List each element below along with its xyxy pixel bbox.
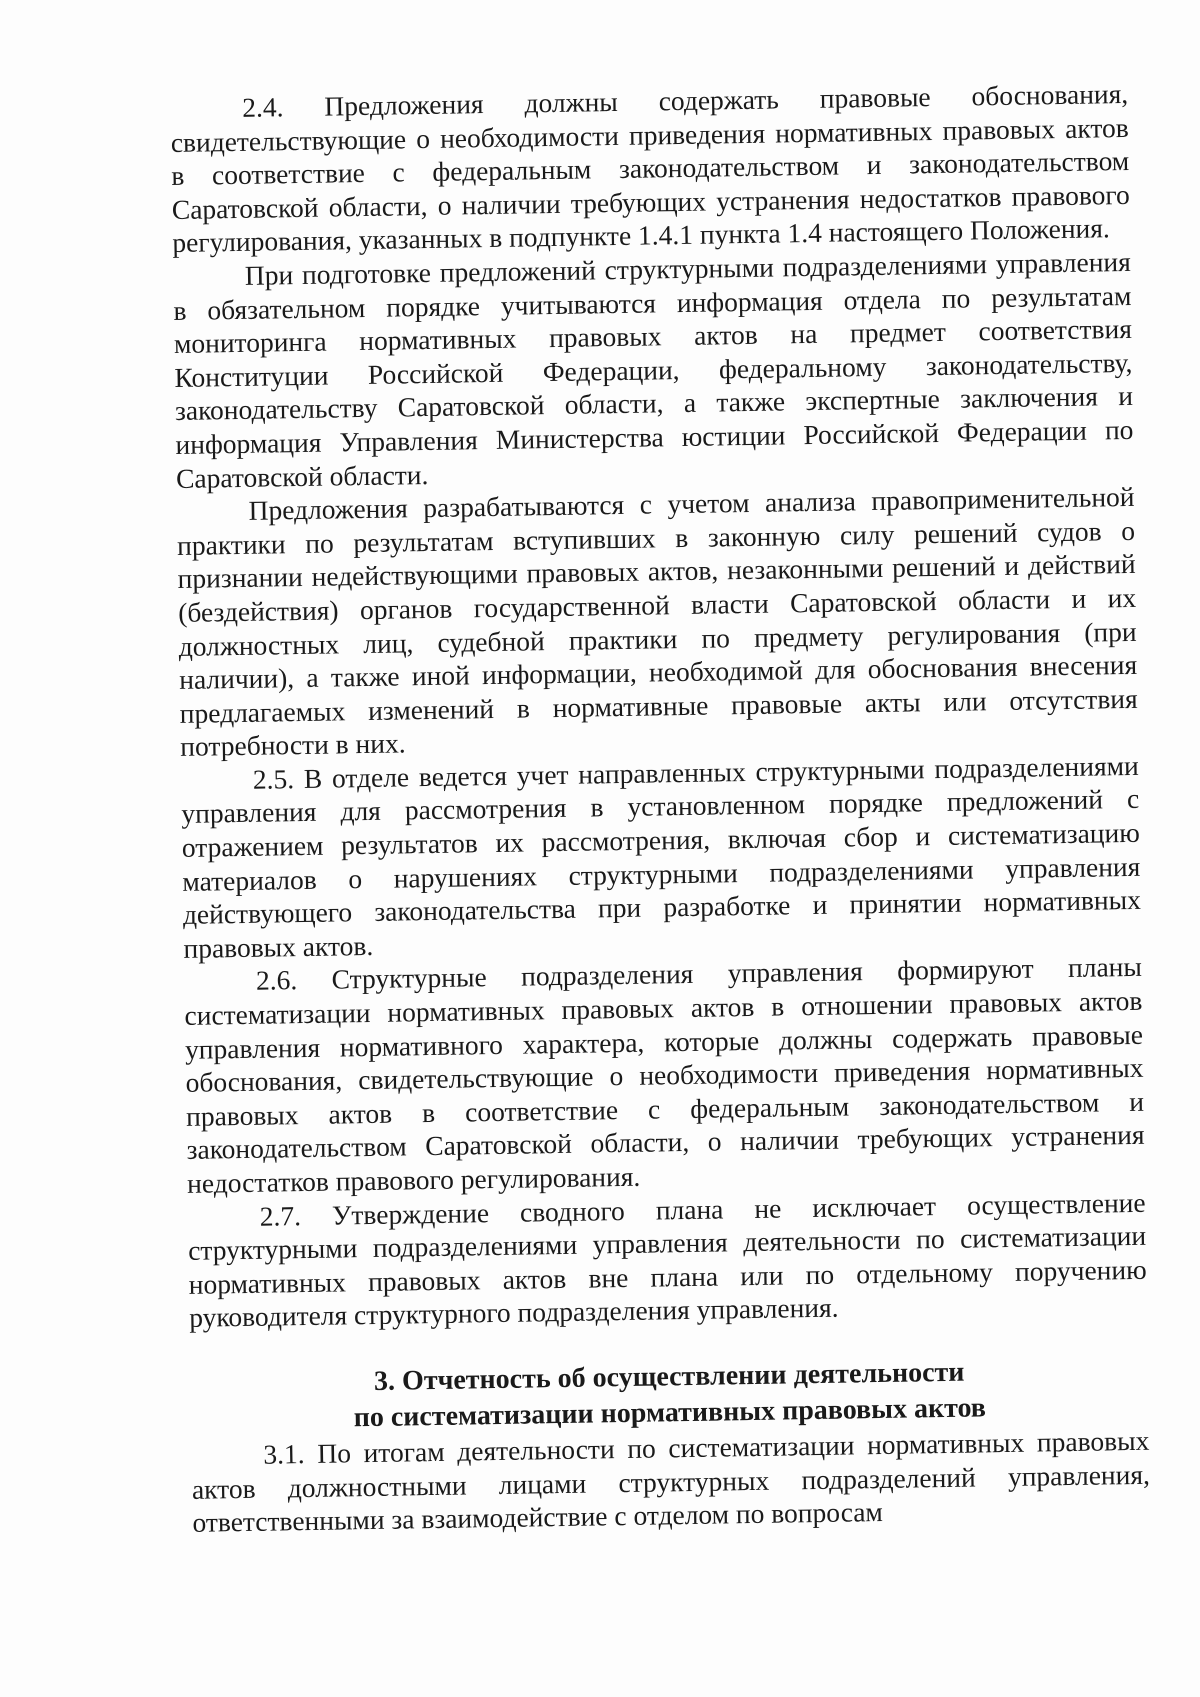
paragraph-analysis: Предложения разрабатываются с учетом анализа правоприменительной практики по результатам вступивших в законную силу решений судов о признании недействующими правовых актов, незаконными решений и действий (бездействия) органов государственной власти Саратовской области и их должностных лиц, судебной практики по предмету регулирования (при наличии), а также иной информации, необходимой для обоснования внесения предлагаемых изменений в нормативные правовые акты или отсутствия потребности в них. bbox=[176, 481, 1138, 763]
paragraph-2-4: 2.4. Предложения должны содержать правовые обоснования, свидетельствующие о необходимости приведения нормативных правовых актов в соответствие с федеральным законодательством и законодательством Саратовской области, о наличии требующих устранения недостатков правового регулирования, указанных в подпункте 1.4.1 пункта 1.4 настоящего Положения. bbox=[170, 77, 1130, 259]
paragraph-preparation: При подготовке предложений структурными подразделениями управления в обязательном порядке учитываются информация отдела по результатам мониторинга нормативных правовых актов на предмет соответствия Конституции Российской Федерации, федеральному законодательству, законодательству Саратовской области, а также экспертные заключения и информация Управления Министерства юстиции Российской Федерации по Саратовской области. bbox=[173, 245, 1134, 494]
document-body bbox=[170, 77, 1151, 1540]
paragraph-3-1: 3.1. По итогам деятельности по систематизации нормативных правовых актов должностными лицами структурных подразделений управления, ответственными за взаимодействие с отделом по вопросам bbox=[191, 1424, 1151, 1538]
paragraph-2-5: 2.5. В отделе ведется учет направленных структурными подразделениями управления для рассмотрения в установленном порядке предложений с отражением результатов их рассмотрения, включая сбор и систематизацию материалов о нарушениях структурными подразделениями управления действующего законодательства при разработке и принятии нормативных правовых актов. bbox=[181, 749, 1142, 964]
paragraph-2-7: 2.7. Утверждение сводного плана не исключает осуществление структурными подразделениями управления деятельности по систематизации нормативных правовых актов вне плана или по отдельному поручению руководителя структурного подразделения управления. bbox=[187, 1186, 1147, 1334]
paragraph-2-6: 2.6. Структурные подразделения управления формируют планы систематизации нормативных правовых актов в отношении правовых актов управления нормативного характера, которые должны содержать правовые обоснования, свидетельствующие о необходимости приведения нормативных правовых актов в соответствие с федеральным законодательством и законодательством Саратовской области, о наличии требующих устранения недостатков правового регулирования. bbox=[184, 951, 1145, 1199]
heading-line-2: по систематизации нормативных правовых актов bbox=[353, 1392, 987, 1434]
heading-line-1: 3. Отчетность об осуществлении деятельности bbox=[373, 1356, 965, 1397]
